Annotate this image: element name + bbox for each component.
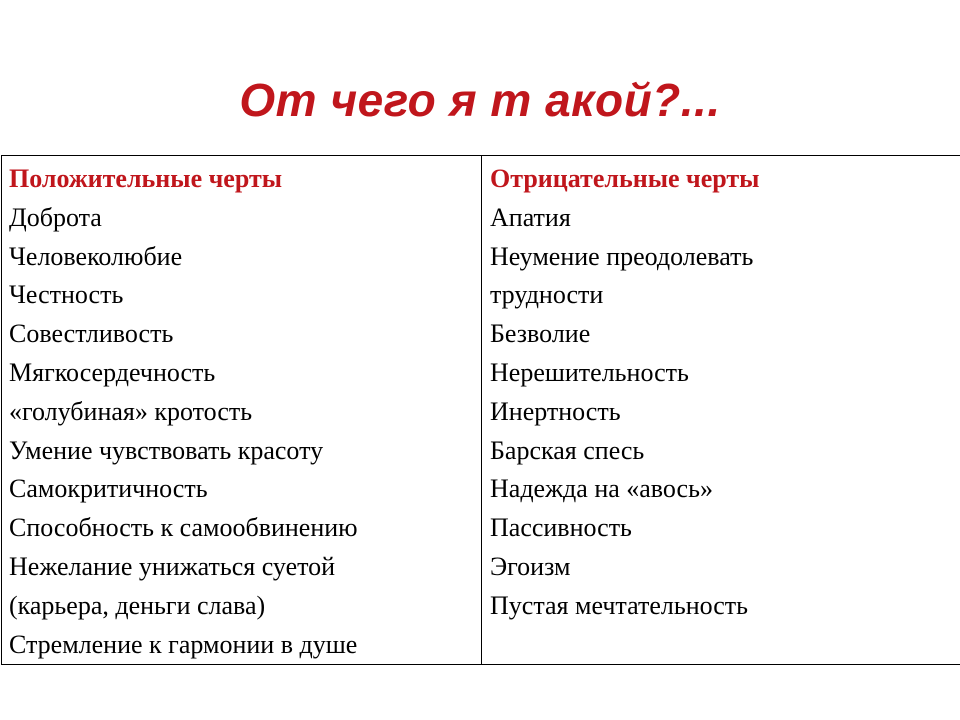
positive-trait: «голубиная» кротость bbox=[9, 396, 253, 426]
positive-trait: Стремление к гармонии в душе bbox=[9, 629, 358, 659]
negative-trait: Пассивность bbox=[490, 513, 632, 543]
positive-trait: (карьера, деньги слава) bbox=[9, 590, 266, 620]
slide-title: От чего я т акой?... bbox=[239, 74, 721, 126]
positive-trait: Человеколюбие bbox=[9, 241, 183, 271]
positive-trait: Способность к самообвинению bbox=[9, 513, 358, 543]
positive-trait: Совестливость bbox=[9, 319, 174, 349]
negative-traits-cell bbox=[482, 156, 960, 665]
negative-trait: Эгоизм bbox=[490, 551, 571, 581]
traits-table bbox=[1, 155, 960, 665]
negative-trait: Пустая мечтательность bbox=[490, 590, 749, 620]
negative-traits-heading: Отрицательные черты bbox=[490, 164, 760, 193]
positive-traits-heading: Положительные черты bbox=[9, 164, 283, 193]
positive-trait: Нежелание унижаться суетой bbox=[9, 551, 336, 581]
negative-trait: Инертность bbox=[490, 396, 621, 426]
negative-trait: Безволие bbox=[490, 319, 591, 349]
negative-trait: Нерешительность bbox=[490, 357, 689, 387]
positive-trait: Умение чувствовать красоту bbox=[9, 435, 324, 465]
positive-trait: Честность bbox=[9, 280, 124, 310]
negative-trait: Апатия bbox=[490, 202, 571, 232]
positive-traits-cell bbox=[2, 156, 482, 665]
positive-trait: Доброта bbox=[9, 202, 102, 232]
positive-trait: Самокритичность bbox=[9, 474, 208, 504]
negative-trait: Неумение преодолевать bbox=[490, 241, 754, 271]
negative-trait: трудности bbox=[490, 280, 604, 310]
table-row bbox=[2, 156, 960, 665]
positive-trait: Мягкосердечность bbox=[9, 357, 216, 387]
negative-trait: Барская спесь bbox=[490, 435, 645, 465]
negative-trait: Надежда на «авось» bbox=[490, 474, 713, 504]
